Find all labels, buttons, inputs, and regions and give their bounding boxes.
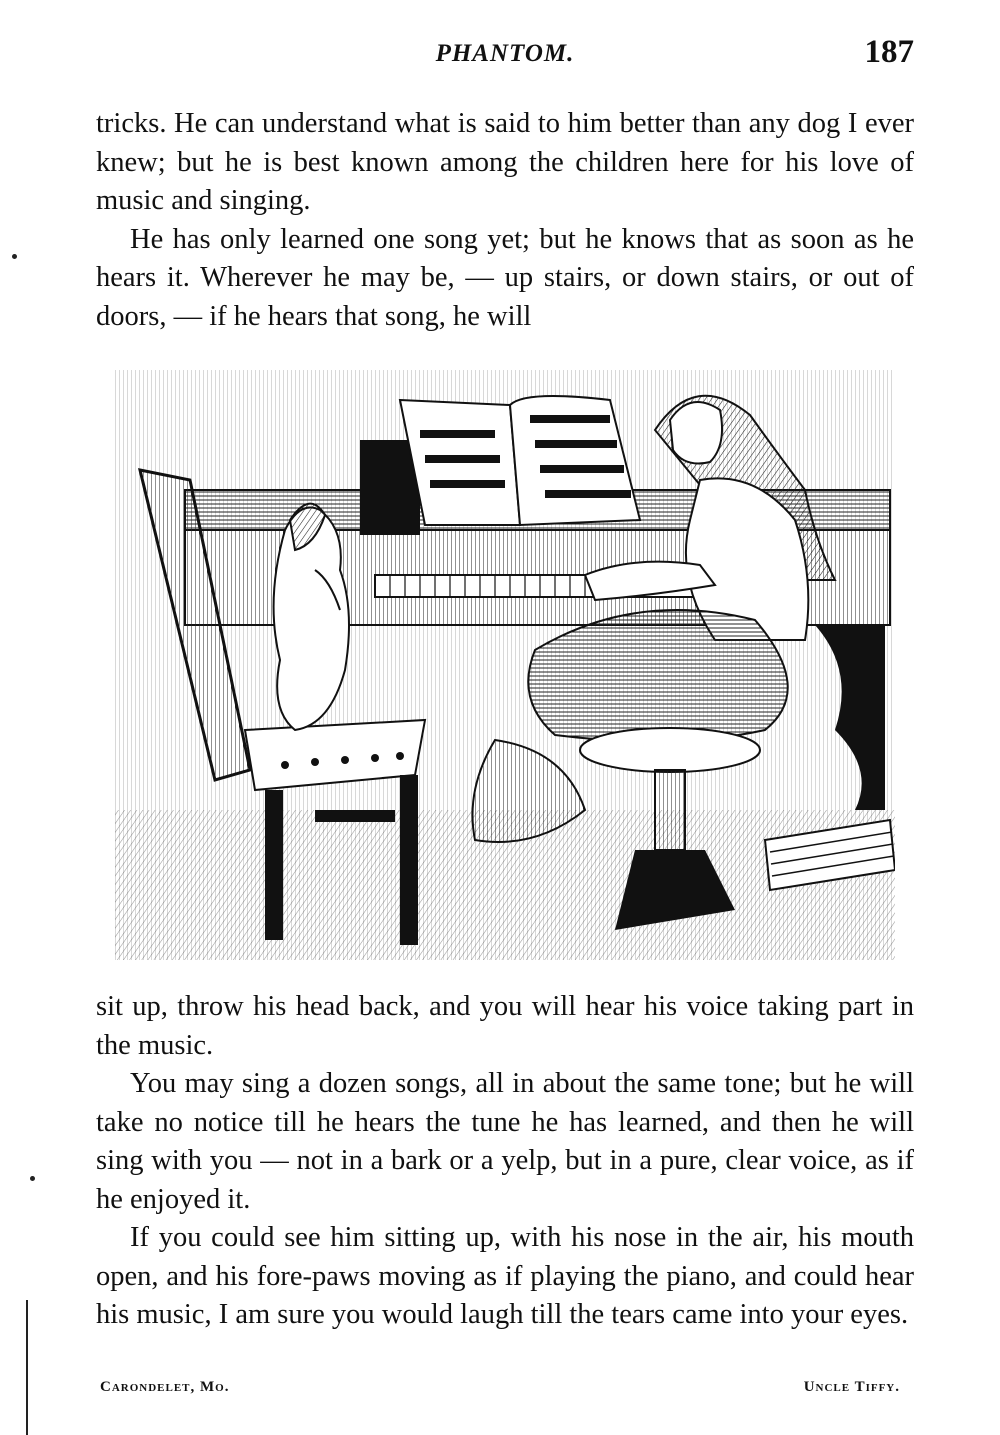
scan-margin-line (26, 1300, 28, 1435)
body-text-bottom (96, 988, 914, 1335)
place-signature: Carondelet, Mo. (100, 1379, 230, 1395)
page-number: 187 (864, 34, 914, 70)
signature-line (100, 1379, 900, 1401)
body-text-top (96, 105, 914, 336)
scan-speck (12, 254, 17, 259)
paragraph: If you could see him sitting up, with his nose in the air, his mouth open, and his fore-paws moving as if playing the piano, and could hear his music, I am sure you would laugh till the tears came into your eyes. (96, 1222, 914, 1330)
engraving-illustration (115, 370, 895, 960)
running-title: PHANTOM. (435, 40, 575, 67)
running-head (96, 34, 914, 78)
author-signature: Uncle Tiffy. (803, 1379, 900, 1395)
paragraph: sit up, throw his head back, and you will hear his voice taking part in the music. (96, 991, 914, 1061)
scan-speck (30, 1176, 35, 1181)
paragraph: You may sing a dozen songs, all in about the same tone; but he will take no notice till he hears the tune he has learned, and then he will sing with you — not in a bark or a yelp, but in a pure, clear voice, as if he enjoyed it. (96, 1068, 914, 1215)
paragraph: tricks. He can understand what is said to him better than any dog I ever knew; but he is best known among the children here for his love of music and singing. (96, 108, 914, 216)
paragraph: He has only learned one song yet; but he knows that as soon as he hears it. Wherever he may be, — up stairs, or down stairs, or out of doors, — if he hears that song, he will (96, 223, 914, 332)
